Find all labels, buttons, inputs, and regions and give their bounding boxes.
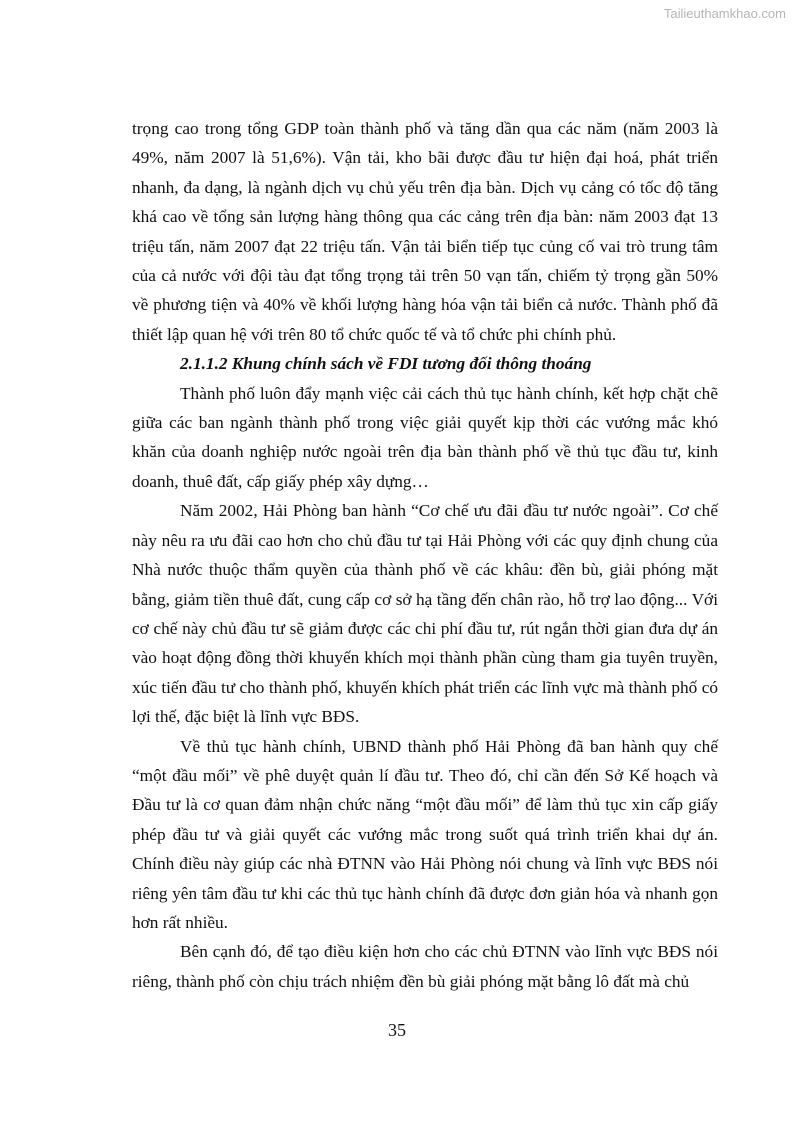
section-heading: 2.1.1.2 Khung chính sách về FDI tương đối thông thoáng [180, 354, 592, 374]
page-number: 35 [388, 1020, 406, 1040]
paragraph-admin-reform: Thành phố luôn đẩy mạnh việc cải cách thủ tục hành chính, kết hợp chặt chẽ giữa các ban ngành thành phố trong việc giải quyết kịp thời các vướng mắc khó khăn của doanh nghiệp nước ngoài trên địa bàn thành phố về thủ tục đầu tư, kinh doanh, thuê đất, cấp giấy phép xây dựng… [132, 383, 718, 491]
paragraph-incentive-mechanism: Năm 2002, Hải Phòng ban hành “Cơ chế ưu đãi đầu tư nước ngoài”. Cơ chế này nêu ra ưu đãi cao hơn cho chủ đầu tư tại Hải Phòng với các quy định chung của Nhà nước thuộc thẩm quyền của thành phố về các khâu: đền bù, giải phóng mặt bằng, giảm tiền thuê đất, cung cấp cơ sở hạ tầng đến chân rào, hỗ trợ lao động... Với cơ chế này chủ đầu tư sẽ giảm được các chi phí đầu tư, rút ngắn thời gian đưa dự án vào hoạt động đồng thời khuyến khích mọi thành phần cùng tham gia tuyên truyền, xúc tiến đầu tư cho thành phố, khuyến khích phát triển các lĩnh vực mà thành phố có lợi thế, đặc biệt là lĩnh vực BĐS. [132, 501, 718, 727]
paragraph-land-clearance: Bên cạnh đó, để tạo điều kiện hơn cho các chủ ĐTNN vào lĩnh vực BĐS nói riêng, thành phố còn chịu trách nhiệm đền bù giải phóng mặt bằng lô đất mà chủ [132, 942, 718, 991]
paragraph-continuation: trọng cao trong tổng GDP toàn thành phố và tăng dần qua các năm (năm 2003 là 49%, năm 2007 là 51,6%). Vận tải, kho bãi được đầu tư hiện đại hoá, phát triển nhanh, đa dạng, là ngành dịch vụ chủ yếu trên địa bàn. Dịch vụ cảng có tốc độ tăng khá cao về tổng sản lượng hàng thông qua các cảng trên địa bàn: năm 2003 đạt 13 triệu tấn, năm 2007 đạt 22 triệu tấn. Vận tải biển tiếp tục củng cố vai trò trung tâm của cả nước với đội tàu đạt tổng trọng tải trên 50 vạn tấn, chiếm tỷ trọng gần 50% về phương tiện và 40% về khối lượng hàng hóa vận tải biển cả nước. Thành phố đã thiết lập quan hệ với trên 80 tổ chức quốc tế và tổ chức phi chính phủ. [132, 119, 718, 344]
paragraph-one-stop-shop: Về thủ tục hành chính, UBND thành phố Hải Phòng đã ban hành quy chế “một đầu mối” về phê duyệt quản lí đầu tư. Theo đó, chỉ cần đến Sở Kế hoạch và Đầu tư là cơ quan đảm nhận chức năng “một đầu mối” để làm thủ tục xin cấp giấy phép đầu tư và giải quyết các vướng mắc trong suốt quá trình triển khai dự án. Chính điều này giúp các nhà ĐTNN vào Hải Phòng nói chung và lĩnh vực BĐS nói riêng yên tâm đầu tư khi các thủ tục hành chính đã được đơn giản hóa và nhanh gọn hơn rất nhiều. [132, 736, 718, 932]
document-body [132, 114, 718, 996]
watermark-text: Tailieuthamkhao.com [663, 6, 786, 21]
